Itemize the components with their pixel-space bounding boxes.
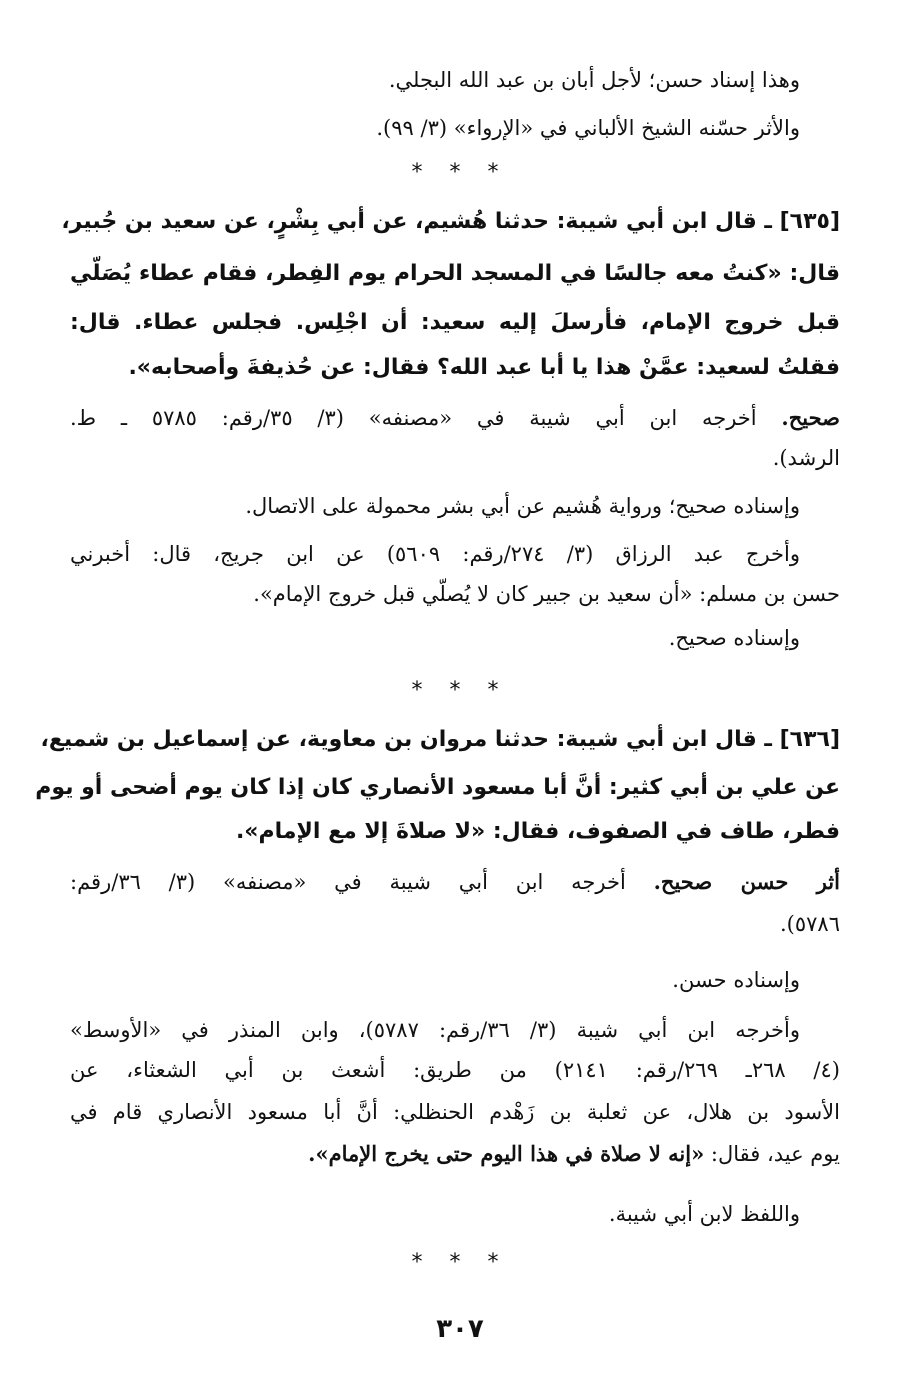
commentary-line: الأسود بن هلال، عن ثعلبة بن زَهْدم الحنظلي: أنَّ أبا مسعود الأنصاري قام في xyxy=(70,1100,840,1124)
commentary-text: أخرجه ابن أبي شيبة في «مصنفه» (٣/ ٣٦/رقم: xyxy=(70,870,654,894)
section-separator: * * * xyxy=(411,160,509,185)
grade-label: أثر حسن صحيح. xyxy=(653,869,840,894)
section-separator: * * * xyxy=(411,1250,509,1275)
commentary-line: ٥٧٨٦). xyxy=(780,912,840,936)
commentary-line: وأخرجه ابن أبي شيبة (٣/ ٣٦/رقم: ٥٧٨٧)، وابن المنذر في «الأوسط» xyxy=(70,1018,800,1042)
commentary-line: وأخرج عبد الرزاق (٣/ ٢٧٤/رقم: ٥٦٠٩) عن ابن جريج، قال: أخبرني xyxy=(70,542,800,566)
quoted-text: «إنه لا صلاة في هذا اليوم حتى يخرج الإمام». xyxy=(308,1141,705,1166)
commentary-line xyxy=(70,864,840,900)
grade-label: صحيح. xyxy=(781,405,840,430)
commentary-line: (٤/ ٢٦٨ـ ٢٦٩/رقم: ٢١٤١) من طريق: أشعث بن أبي الشعثاء، عن xyxy=(70,1058,840,1082)
section-separator: * * * xyxy=(411,678,509,703)
commentary-line: وإسناده حسن. xyxy=(672,968,800,992)
commentary-line xyxy=(70,1136,840,1172)
hadith-636-line-3: فطر، طاف في الصفوف، فقال: «لا صلاةَ إلا مع الإمام». xyxy=(235,819,840,844)
page-number: ٣٠٧ xyxy=(436,1314,484,1344)
commentary-line: الرشد). xyxy=(772,446,840,470)
hadith-635-line-1: [٦٣٥] ـ قال ابن أبي شيبة: حدثنا هُشيم، عن أبي بِشْرٍ، عن سعيد بن جُبير، xyxy=(61,209,840,234)
commentary-text: يوم عيد، فقال: xyxy=(704,1142,840,1166)
hadith-635-line-2: قال: «كنتُ معه جالسًا في المسجد الحرام يوم الفِطر، فقام عطاء يُصَلّي xyxy=(70,261,840,286)
commentary-line: وإسناده صحيح. xyxy=(668,626,800,650)
commentary-line: حسن بن مسلم: «أن سعيد بن جبير كان لا يُصلّي قبل خروج الإمام». xyxy=(253,582,840,606)
commentary-line xyxy=(70,400,840,436)
text-line: وهذا إسناد حسن؛ لأجل أبان بن عبد الله البجلي. xyxy=(388,68,800,92)
hadith-636-line-2: عن علي بن أبي كثير: أنَّ أبا مسعود الأنصاري كان إذا كان يوم أضحى أو يوم xyxy=(35,775,840,800)
hadith-635-line-4: فقلتُ لسعيد: عمَّنْ هذا يا أبا عبد الله؟ فقال: عن حُذيفةَ وأصحابه». xyxy=(128,355,840,380)
hadith-636-line-1: [٦٣٦] ـ قال ابن أبي شيبة: حدثنا مروان بن معاوية، عن إسماعيل بن شميع، xyxy=(40,727,840,752)
hadith-635-line-3: قبل خروج الإمام، فأرسلَ إليه سعيد: أن اجْلِس. فجلس عطاء. قال: xyxy=(70,310,840,335)
commentary-line: وإسناده صحيح؛ ورواية هُشيم عن أبي بشر محمولة على الاتصال. xyxy=(245,494,800,518)
commentary-line: واللفظ لابن أبي شيبة. xyxy=(608,1202,800,1226)
text-line: والأثر حسّنه الشيخ الألباني في «الإرواء» (٣/ ٩٩). xyxy=(376,116,800,140)
commentary-text: أخرجه ابن أبي شيبة في «مصنفه» (٣/ ٣٥/رقم: ٥٧٨٥ ـ ط. xyxy=(70,406,782,430)
